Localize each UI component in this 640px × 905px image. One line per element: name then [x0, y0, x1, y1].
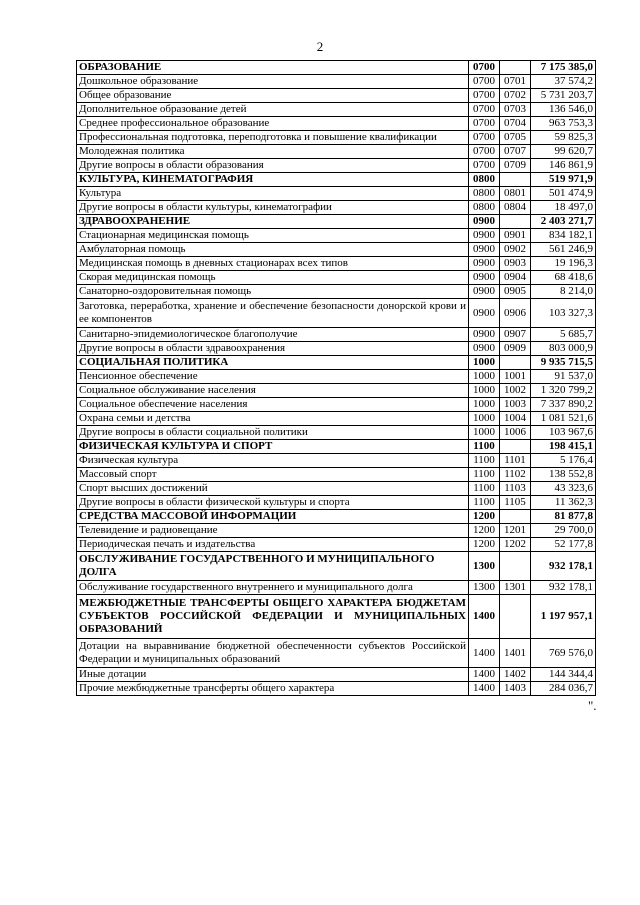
row-section-code: 0700: [469, 103, 500, 117]
row-section-code: 1100: [469, 468, 500, 482]
section-row: [77, 595, 596, 639]
row-subsection-code: 1001: [500, 370, 531, 384]
row-name: Культура: [77, 187, 469, 201]
row-name: КУЛЬТУРА, КИНЕМАТОГРАФИЯ: [77, 173, 469, 187]
row-section-code: 1400: [469, 668, 500, 682]
row-subsection-code: 0801: [500, 187, 531, 201]
row-amount: 932 178,1: [531, 581, 596, 595]
row-subsection-code: 0701: [500, 75, 531, 89]
row-name: Спорт высших достижений: [77, 482, 469, 496]
row-amount: 1 320 799,2: [531, 384, 596, 398]
row-section-code: 1300: [469, 552, 500, 581]
table-row: [77, 342, 596, 356]
section-row: [77, 61, 596, 75]
row-amount: 68 418,6: [531, 271, 596, 285]
row-section-code: 0900: [469, 342, 500, 356]
row-section-code: 0900: [469, 299, 500, 328]
row-subsection-code: 0906: [500, 299, 531, 328]
row-section-code: 0700: [469, 75, 500, 89]
row-section-code: 1100: [469, 440, 500, 454]
row-amount: 834 182,1: [531, 229, 596, 243]
row-name: МЕЖБЮДЖЕТНЫЕ ТРАНСФЕРТЫ ОБЩЕГО ХАРАКТЕРА БЮДЖЕТАМ СУБЪЕКТОВ РОССИЙСКОЙ ФЕДЕРАЦИИ И МУНИЦИПАЛЬНЫХ ОБРАЗОВАНИЙ: [77, 595, 469, 639]
table-row: [77, 639, 596, 668]
row-amount: 144 344,4: [531, 668, 596, 682]
row-amount: 136 546,0: [531, 103, 596, 117]
row-name: Пенсионное обеспечение: [77, 370, 469, 384]
row-subsection-code: [500, 61, 531, 75]
row-amount: 91 537,0: [531, 370, 596, 384]
row-name: Иные дотации: [77, 668, 469, 682]
row-section-code: 1000: [469, 412, 500, 426]
row-name: Другие вопросы в области физической культуры и спорта: [77, 496, 469, 510]
row-section-code: 1000: [469, 356, 500, 370]
row-amount: 7 337 890,2: [531, 398, 596, 412]
row-section-code: 0900: [469, 215, 500, 229]
row-amount: 198 415,1: [531, 440, 596, 454]
row-section-code: 1200: [469, 538, 500, 552]
row-section-code: 0700: [469, 89, 500, 103]
row-subsection-code: [500, 552, 531, 581]
row-amount: 5 176,4: [531, 454, 596, 468]
row-section-code: 0700: [469, 145, 500, 159]
row-section-code: 1200: [469, 510, 500, 524]
row-section-code: 0700: [469, 61, 500, 75]
row-amount: 18 497,0: [531, 201, 596, 215]
row-name: Прочие межбюджетные трансферты общего характера: [77, 682, 469, 696]
row-amount: 8 214,0: [531, 285, 596, 299]
row-amount: 2 403 271,7: [531, 215, 596, 229]
row-name: Санаторно-оздоровительная помощь: [77, 285, 469, 299]
row-amount: 1 081 521,6: [531, 412, 596, 426]
row-name: ЗДРАВООХРАНЕНИЕ: [77, 215, 469, 229]
row-section-code: 1300: [469, 581, 500, 595]
row-name: Другие вопросы в области культуры, кинематографии: [77, 201, 469, 215]
row-amount: 103 327,3: [531, 299, 596, 328]
table-row: [77, 668, 596, 682]
table-row: [77, 384, 596, 398]
row-section-code: 0800: [469, 201, 500, 215]
table-row: [77, 398, 596, 412]
table-row: [77, 201, 596, 215]
row-name: Социальное обслуживание населения: [77, 384, 469, 398]
table-row: [77, 412, 596, 426]
row-section-code: 1200: [469, 524, 500, 538]
row-section-code: 0900: [469, 243, 500, 257]
table-row: [77, 117, 596, 131]
row-section-code: 0700: [469, 131, 500, 145]
row-name: Другие вопросы в области здравоохранения: [77, 342, 469, 356]
table-row: [77, 482, 596, 496]
row-name: Дотации на выравнивание бюджетной обеспеченности субъектов Российской Федерации и муниципальных образований: [77, 639, 469, 668]
row-amount: 769 576,0: [531, 639, 596, 668]
table-row: [77, 187, 596, 201]
row-subsection-code: [500, 595, 531, 639]
row-amount: 19 196,3: [531, 257, 596, 271]
row-subsection-code: 0902: [500, 243, 531, 257]
row-subsection-code: 1003: [500, 398, 531, 412]
budget-table-body: [77, 61, 596, 696]
row-name: Массовый спорт: [77, 468, 469, 482]
row-amount: 103 967,6: [531, 426, 596, 440]
table-row: [77, 538, 596, 552]
row-amount: 146 861,9: [531, 159, 596, 173]
section-row: [77, 356, 596, 370]
row-amount: 561 246,9: [531, 243, 596, 257]
row-section-code: 1100: [469, 454, 500, 468]
table-row: [77, 682, 596, 696]
section-row: [77, 510, 596, 524]
row-subsection-code: 1101: [500, 454, 531, 468]
row-name: Среднее профессиональное образование: [77, 117, 469, 131]
row-amount: 9 935 715,5: [531, 356, 596, 370]
row-subsection-code: [500, 173, 531, 187]
row-subsection-code: 0901: [500, 229, 531, 243]
table-row: [77, 257, 596, 271]
row-name: Другие вопросы в области социальной политики: [77, 426, 469, 440]
row-name: Молодежная политика: [77, 145, 469, 159]
row-section-code: 1100: [469, 482, 500, 496]
row-subsection-code: 1403: [500, 682, 531, 696]
row-subsection-code: 0709: [500, 159, 531, 173]
table-row: [77, 89, 596, 103]
row-subsection-code: 1006: [500, 426, 531, 440]
row-section-code: 0800: [469, 187, 500, 201]
row-section-code: 1100: [469, 496, 500, 510]
row-subsection-code: 0907: [500, 328, 531, 342]
row-amount: 7 175 385,0: [531, 61, 596, 75]
row-name: Санитарно-эпидемиологическое благополучие: [77, 328, 469, 342]
row-section-code: 1400: [469, 682, 500, 696]
row-subsection-code: 0702: [500, 89, 531, 103]
row-amount: 803 000,9: [531, 342, 596, 356]
row-subsection-code: 0903: [500, 257, 531, 271]
row-name: ОБСЛУЖИВАНИЕ ГОСУДАРСТВЕННОГО И МУНИЦИПАЛЬНОГО ДОЛГА: [77, 552, 469, 581]
row-subsection-code: 0704: [500, 117, 531, 131]
row-subsection-code: 1004: [500, 412, 531, 426]
row-section-code: 1400: [469, 639, 500, 668]
row-amount: 519 971,9: [531, 173, 596, 187]
row-name: Социальное обеспечение населения: [77, 398, 469, 412]
row-subsection-code: 1201: [500, 524, 531, 538]
row-name: Периодическая печать и издательства: [77, 538, 469, 552]
row-section-code: 0800: [469, 173, 500, 187]
table-row: [77, 131, 596, 145]
row-section-code: 1400: [469, 595, 500, 639]
row-name: ОБРАЗОВАНИЕ: [77, 61, 469, 75]
row-subsection-code: 1401: [500, 639, 531, 668]
row-subsection-code: 0707: [500, 145, 531, 159]
table-row: [77, 75, 596, 89]
row-subsection-code: [500, 510, 531, 524]
table-row: [77, 496, 596, 510]
table-row: [77, 285, 596, 299]
row-name: Обслуживание государственного внутреннего и муниципального долга: [77, 581, 469, 595]
row-name: СОЦИАЛЬНАЯ ПОЛИТИКА: [77, 356, 469, 370]
row-section-code: 0700: [469, 117, 500, 131]
row-section-code: 0900: [469, 229, 500, 243]
row-subsection-code: 0703: [500, 103, 531, 117]
row-section-code: 1000: [469, 398, 500, 412]
row-section-code: 1000: [469, 426, 500, 440]
table-row: [77, 229, 596, 243]
row-amount: 29 700,0: [531, 524, 596, 538]
section-row: [77, 173, 596, 187]
page-number: 2: [316, 39, 324, 54]
row-subsection-code: 0905: [500, 285, 531, 299]
row-amount: 501 474,9: [531, 187, 596, 201]
row-section-code: 0900: [469, 271, 500, 285]
row-subsection-code: 1301: [500, 581, 531, 595]
table-row: [77, 271, 596, 285]
row-subsection-code: 1202: [500, 538, 531, 552]
table-row: [77, 468, 596, 482]
row-amount: 43 323,6: [531, 482, 596, 496]
budget-table: [76, 60, 596, 696]
row-name: Профессиональная подготовка, переподготовка и повышение квалификации: [77, 131, 469, 145]
section-row: [77, 440, 596, 454]
table-row: [77, 426, 596, 440]
table-row: [77, 524, 596, 538]
row-section-code: 0900: [469, 257, 500, 271]
row-subsection-code: 1103: [500, 482, 531, 496]
row-name: Заготовка, переработка, хранение и обеспечение безопасности донорской крови и ее компонентов: [77, 299, 469, 328]
row-amount: 81 877,8: [531, 510, 596, 524]
table-row: [77, 454, 596, 468]
table-row: [77, 370, 596, 384]
table-row: [77, 581, 596, 595]
row-name: Другие вопросы в области образования: [77, 159, 469, 173]
row-name: Физическая культура: [77, 454, 469, 468]
row-amount: 932 178,1: [531, 552, 596, 581]
row-subsection-code: 1402: [500, 668, 531, 682]
row-subsection-code: [500, 356, 531, 370]
table-row: [77, 328, 596, 342]
row-amount: 59 825,3: [531, 131, 596, 145]
row-amount: 5 731 203,7: [531, 89, 596, 103]
row-name: СРЕДСТВА МАССОВОЙ ИНФОРМАЦИИ: [77, 510, 469, 524]
row-name: Телевидение и радиовещание: [77, 524, 469, 538]
row-subsection-code: 0804: [500, 201, 531, 215]
row-amount: 37 574,2: [531, 75, 596, 89]
section-row: [77, 215, 596, 229]
table-row: [77, 243, 596, 257]
row-subsection-code: [500, 440, 531, 454]
row-amount: 52 177,8: [531, 538, 596, 552]
row-section-code: 1000: [469, 370, 500, 384]
row-name: Дополнительное образование детей: [77, 103, 469, 117]
row-name: Стационарная медицинская помощь: [77, 229, 469, 243]
closing-quote-mark: ".: [588, 698, 597, 713]
row-subsection-code: 1002: [500, 384, 531, 398]
table-row: [77, 103, 596, 117]
row-name: Амбулаторная помощь: [77, 243, 469, 257]
row-subsection-code: 0705: [500, 131, 531, 145]
row-subsection-code: 0904: [500, 271, 531, 285]
row-amount: 5 685,7: [531, 328, 596, 342]
row-section-code: 0700: [469, 159, 500, 173]
row-section-code: 0900: [469, 328, 500, 342]
section-row: [77, 552, 596, 581]
row-subsection-code: 1102: [500, 468, 531, 482]
table-row: [77, 159, 596, 173]
row-amount: 963 753,3: [531, 117, 596, 131]
row-subsection-code: 1105: [500, 496, 531, 510]
row-name: Охрана семьи и детства: [77, 412, 469, 426]
row-name: ФИЗИЧЕСКАЯ КУЛЬТУРА И СПОРТ: [77, 440, 469, 454]
row-name: Дошкольное образование: [77, 75, 469, 89]
row-amount: 11 362,3: [531, 496, 596, 510]
row-subsection-code: [500, 215, 531, 229]
row-amount: 138 552,8: [531, 468, 596, 482]
row-section-code: 1000: [469, 384, 500, 398]
table-row: [77, 299, 596, 328]
table-row: [77, 145, 596, 159]
row-amount: 99 620,7: [531, 145, 596, 159]
row-subsection-code: 0909: [500, 342, 531, 356]
row-name: Медицинская помощь в дневных стационарах всех типов: [77, 257, 469, 271]
row-name: Общее образование: [77, 89, 469, 103]
row-name: Скорая медицинская помощь: [77, 271, 469, 285]
row-amount: 1 197 957,1: [531, 595, 596, 639]
row-amount: 284 036,7: [531, 682, 596, 696]
row-section-code: 0900: [469, 285, 500, 299]
